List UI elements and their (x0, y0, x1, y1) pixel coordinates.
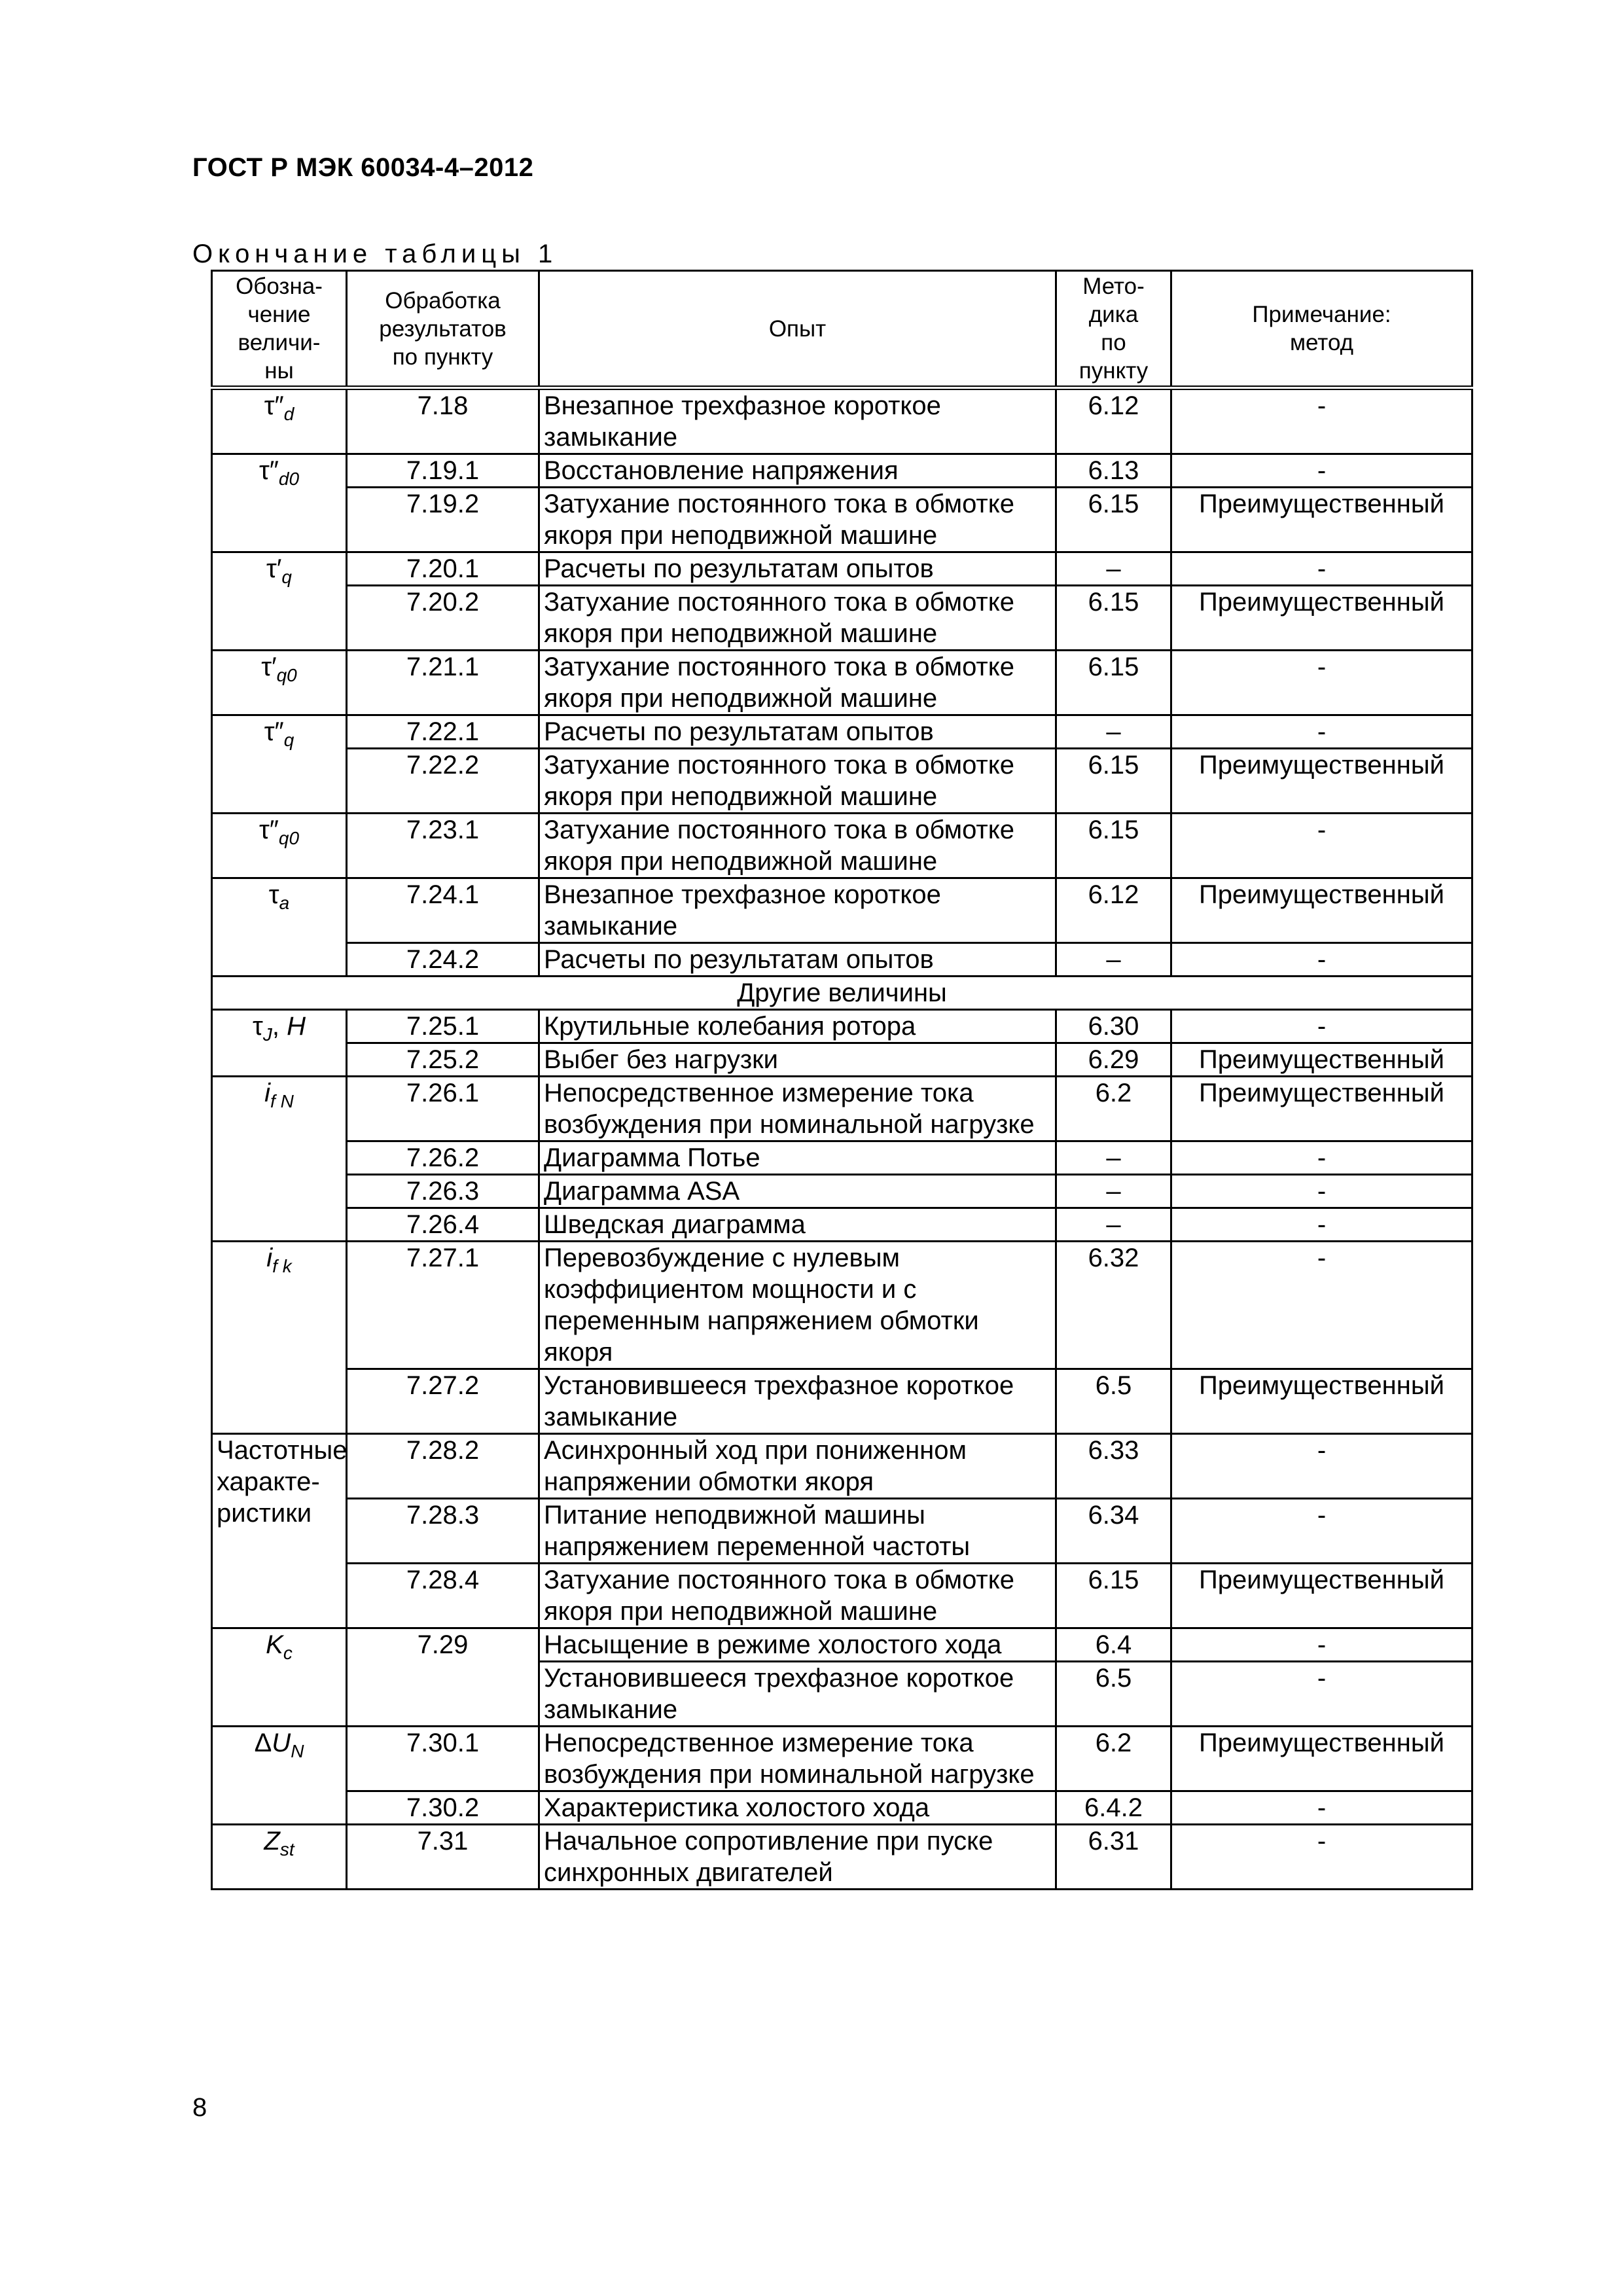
table-row (212, 943, 1472, 977)
note-cell: - (1171, 1175, 1472, 1208)
symbol-base: K (266, 1630, 283, 1659)
symbol-base: τ′ (266, 554, 282, 583)
note-cell: - (1171, 1208, 1472, 1242)
test-cell: Диаграмма Потье (539, 1141, 1056, 1175)
clause-cell: 7.28.4 (347, 1564, 539, 1628)
note-cell: Преимущественный (1171, 878, 1472, 943)
table-row (212, 715, 1472, 749)
test-cell: Характеристика холостого хода (539, 1791, 1056, 1825)
symbol-cell (212, 1242, 347, 1434)
symbol-base: i (266, 1244, 273, 1272)
header-method-line: пункту (1079, 358, 1149, 384)
test-cell: Внезапное трехфазное короткое замыкание (539, 878, 1056, 943)
symbol-cell (212, 388, 347, 454)
table-row (212, 454, 1472, 488)
table-row (212, 1043, 1472, 1077)
header-test: Опыт (539, 271, 1056, 388)
test-cell: Расчеты по результатам опытов (539, 552, 1056, 586)
header-clause (347, 271, 539, 388)
note-cell: - (1171, 943, 1472, 977)
symbol-base: τ″ (259, 456, 279, 485)
test-cell: Диаграмма ASA (539, 1175, 1056, 1208)
test-cell: Затухание постоянного тока в обмотке якоря при неподвижной машине (539, 749, 1056, 814)
table-row (212, 1628, 1472, 1662)
note-cell: Преимущественный (1171, 1369, 1472, 1434)
symbol-base: i (264, 1079, 271, 1107)
note-cell: - (1171, 1825, 1472, 1890)
table-header-row (212, 271, 1472, 388)
clause-cell: 7.26.2 (347, 1141, 539, 1175)
note-cell: - (1171, 1662, 1472, 1727)
test-cell: Восстановление напряжения (539, 454, 1056, 488)
symbol-cell (212, 651, 347, 715)
clause-cell: 7.30.2 (347, 1791, 539, 1825)
test-cell: Шведская диаграмма (539, 1208, 1056, 1242)
symbol-base: Z (264, 1827, 280, 1856)
symbol-subscript: q (283, 730, 294, 750)
table-row (212, 1208, 1472, 1242)
symbol-cell (212, 715, 347, 814)
symbol-cell (212, 552, 347, 651)
symbol-subscript: q0 (276, 665, 297, 685)
test-cell: Затухание постоянного тока в обмотке якоря при неподвижной машине (539, 651, 1056, 715)
header-symbol (212, 271, 347, 388)
parameters-table (211, 270, 1473, 1890)
clause-cell: 7.25.2 (347, 1043, 539, 1077)
clause-cell: 7.22.2 (347, 749, 539, 814)
method-cell: 6.12 (1056, 878, 1171, 943)
symbol-cell (212, 1727, 347, 1825)
note-cell: - (1171, 1791, 1472, 1825)
note-cell: - (1171, 1141, 1472, 1175)
table-row (212, 586, 1472, 651)
clause-cell: 7.31 (347, 1825, 539, 1890)
test-cell: Питание неподвижной машины напряжением переменной частоты (539, 1499, 1056, 1564)
table-row (212, 749, 1472, 814)
note-cell: - (1171, 1499, 1472, 1564)
table-row (212, 1242, 1472, 1369)
section-title: Другие величины (212, 977, 1472, 1010)
method-cell: 6.32 (1056, 1242, 1171, 1369)
symbol-base: τ″ (264, 717, 284, 746)
note-cell: - (1171, 1628, 1472, 1662)
test-cell: Насыщение в режиме холостого хода (539, 1628, 1056, 1662)
table-row (212, 1369, 1472, 1434)
note-cell: Преимущественный (1171, 1564, 1472, 1628)
symbol-cell (212, 1010, 347, 1077)
clause-cell: 7.20.2 (347, 586, 539, 651)
symbol-cell (212, 1825, 347, 1890)
method-cell: 6.5 (1056, 1369, 1171, 1434)
symbol-cell (212, 814, 347, 878)
symbol-subscript: d0 (278, 469, 300, 489)
table-row (212, 1564, 1472, 1628)
document-header: ГОСТ Р МЭК 60034-4–2012 (192, 153, 534, 182)
page-number: 8 (192, 2093, 207, 2122)
note-cell: Преимущественный (1171, 1077, 1472, 1141)
method-cell: 6.15 (1056, 586, 1171, 651)
method-cell: – (1056, 943, 1171, 977)
header-method-line: по (1101, 330, 1126, 355)
table-row (212, 814, 1472, 878)
clause-cell: 7.19.2 (347, 488, 539, 552)
method-cell: 6.5 (1056, 1662, 1171, 1727)
clause-cell: 7.20.1 (347, 552, 539, 586)
clause-cell: 7.28.3 (347, 1499, 539, 1564)
header-symbol-line: ны (264, 358, 294, 384)
clause-cell: 7.26.3 (347, 1175, 539, 1208)
method-cell: – (1056, 1208, 1171, 1242)
table-row (212, 1434, 1472, 1499)
note-cell: - (1171, 651, 1472, 715)
table-row (212, 651, 1472, 715)
test-cell: Установившееся трехфазное короткое замыкание (539, 1662, 1056, 1727)
table-row (212, 1077, 1472, 1141)
clause-cell: 7.26.1 (347, 1077, 539, 1141)
symbol-subscript: q0 (278, 828, 300, 848)
header-clause-line: Обработка (385, 287, 501, 314)
test-cell: Асинхронный ход при пониженном напряжении обмотки якоря (539, 1434, 1056, 1499)
symbol-base: τ″ (264, 391, 284, 420)
header-clause-line: результатов (379, 315, 507, 342)
table-row (212, 488, 1472, 552)
test-cell: Выбег без нагрузки (539, 1043, 1056, 1077)
method-cell: 6.15 (1056, 651, 1171, 715)
method-cell: – (1056, 715, 1171, 749)
clause-cell: 7.29 (347, 1628, 539, 1727)
clause-cell: 7.23.1 (347, 814, 539, 878)
clause-cell: 7.25.1 (347, 1010, 539, 1043)
symbol-subscript: q (281, 567, 292, 587)
method-cell: 6.31 (1056, 1825, 1171, 1890)
header-method-line: дика (1088, 302, 1139, 327)
test-cell: Затухание постоянного тока в обмотке якоря при неподвижной машине (539, 1564, 1056, 1628)
test-cell: Установившееся трехфазное короткое замыкание (539, 1369, 1056, 1434)
symbol-tail: H (287, 1012, 306, 1041)
method-cell: 6.29 (1056, 1043, 1171, 1077)
header-method-line: Мето- (1082, 274, 1145, 299)
symbol-subscript: N (291, 1741, 304, 1761)
test-cell: Затухание постоянного тока в обмотке якоря при неподвижной машине (539, 488, 1056, 552)
clause-cell: 7.19.1 (347, 454, 539, 488)
table-row (212, 552, 1472, 586)
method-cell: 6.2 (1056, 1077, 1171, 1141)
header-symbol-line: чение (247, 302, 311, 327)
test-cell: Перевозбуждение с нулевым коэффициентом мощности и с переменным напряжением обмотки якоря (539, 1242, 1056, 1369)
test-cell: Крутильные колебания ротора (539, 1010, 1056, 1043)
header-method (1056, 271, 1171, 388)
method-cell: 6.34 (1056, 1499, 1171, 1564)
note-cell: Преимущественный (1171, 1043, 1472, 1077)
method-cell: 6.15 (1056, 1564, 1171, 1628)
clause-cell: 7.22.1 (347, 715, 539, 749)
method-cell: 6.15 (1056, 488, 1171, 552)
symbol-subscript: c (283, 1643, 293, 1663)
test-cell: Расчеты по результатам опытов (539, 943, 1056, 977)
clause-cell: 7.18 (347, 388, 539, 454)
header-clause-line: по пункту (392, 344, 493, 370)
note-cell: - (1171, 1010, 1472, 1043)
test-cell: Начальное сопротивление при пуске синхронных двигателей (539, 1825, 1056, 1890)
method-cell: 6.15 (1056, 814, 1171, 878)
test-cell: Непосредственное измерение тока возбуждения при номинальной нагрузке (539, 1727, 1056, 1791)
note-cell: - (1171, 1434, 1472, 1499)
symbol-cell (212, 1628, 347, 1727)
symbol-subscript: f k (272, 1256, 292, 1276)
header-note-line: Примечание: (1252, 302, 1391, 327)
table-row (212, 1499, 1472, 1564)
table-row (212, 1727, 1472, 1791)
method-cell: 6.15 (1056, 749, 1171, 814)
header-symbol-line: Обозна- (236, 274, 323, 299)
symbol-subscript: a (279, 893, 290, 913)
symbol-prefix: Δ (254, 1729, 272, 1757)
symbol-base: τ″ (259, 816, 279, 844)
table-row (212, 1141, 1472, 1175)
test-cell: Затухание постоянного тока в обмотке якоря при неподвижной машине (539, 814, 1056, 878)
table-row (212, 388, 1472, 454)
test-cell: Затухание постоянного тока в обмотке якоря при неподвижной машине (539, 586, 1056, 651)
note-cell: - (1171, 454, 1472, 488)
symbol-base: τ (253, 1012, 263, 1041)
note-cell: Преимущественный (1171, 1727, 1472, 1791)
note-cell: - (1171, 1242, 1472, 1369)
symbol-subscript: J (262, 1024, 272, 1045)
symbol-base: U (272, 1729, 291, 1757)
symbol-cell (212, 878, 347, 977)
method-cell: 6.12 (1056, 388, 1171, 454)
table-row (212, 878, 1472, 943)
clause-cell: 7.24.2 (347, 943, 539, 977)
header-symbol-line: величи- (238, 330, 321, 355)
clause-cell: 7.30.1 (347, 1727, 539, 1791)
clause-cell: 7.28.2 (347, 1434, 539, 1499)
table-row (212, 1791, 1472, 1825)
note-cell: Преимущественный (1171, 586, 1472, 651)
method-cell: – (1056, 1175, 1171, 1208)
note-cell: Преимущественный (1171, 488, 1472, 552)
header-note-line: метод (1289, 330, 1354, 355)
header-note (1171, 271, 1472, 388)
note-cell: - (1171, 814, 1472, 878)
table-row (212, 1175, 1472, 1208)
method-cell: 6.30 (1056, 1010, 1171, 1043)
section-row (212, 977, 1472, 1010)
symbol-subscript: f N (270, 1091, 294, 1111)
test-cell: Непосредственное измерение тока возбуждения при номинальной нагрузке (539, 1077, 1056, 1141)
test-cell: Расчеты по результатам опытов (539, 715, 1056, 749)
note-cell: - (1171, 552, 1472, 586)
method-cell: 6.4.2 (1056, 1791, 1171, 1825)
symbol-cell (212, 1077, 347, 1242)
table-caption: Окончание таблицы 1 (192, 240, 558, 268)
symbol-cell: Частотные характе-ристики (212, 1434, 347, 1628)
clause-cell: 7.21.1 (347, 651, 539, 715)
table-row (212, 1010, 1472, 1043)
note-cell: Преимущественный (1171, 749, 1472, 814)
symbol-base: τ′ (261, 653, 277, 681)
table-row (212, 1825, 1472, 1890)
test-cell: Внезапное трехфазное короткое замыкание (539, 388, 1056, 454)
method-cell: 6.33 (1056, 1434, 1171, 1499)
method-cell: 6.4 (1056, 1628, 1171, 1662)
method-cell: – (1056, 1141, 1171, 1175)
clause-cell: 7.27.1 (347, 1242, 539, 1369)
method-cell: – (1056, 552, 1171, 586)
clause-cell: 7.27.2 (347, 1369, 539, 1434)
note-cell: - (1171, 388, 1472, 454)
clause-cell: 7.24.1 (347, 878, 539, 943)
note-cell: - (1171, 715, 1472, 749)
symbol-subscript: d (283, 404, 294, 424)
method-cell: 6.13 (1056, 454, 1171, 488)
symbol-subscript: st (279, 1839, 294, 1859)
symbol-base: τ (268, 880, 279, 909)
method-cell: 6.2 (1056, 1727, 1171, 1791)
symbol-separator: , (272, 1012, 287, 1041)
clause-cell: 7.26.4 (347, 1208, 539, 1242)
symbol-cell (212, 454, 347, 552)
